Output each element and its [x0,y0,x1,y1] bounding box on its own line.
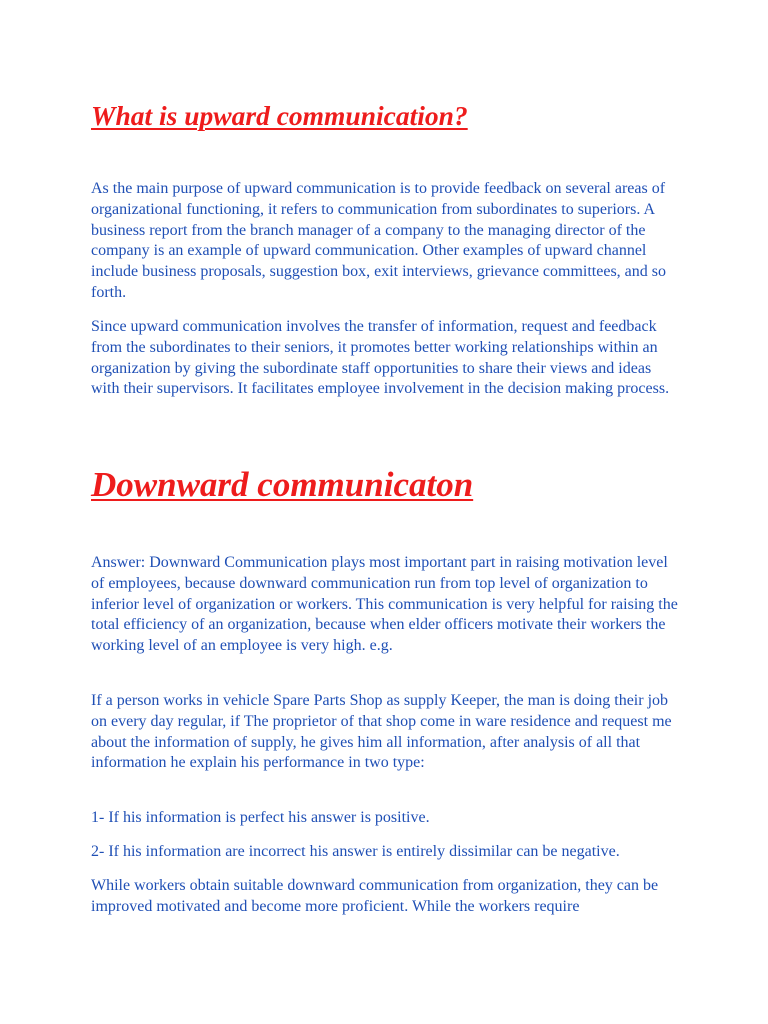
paragraph-downward-answer: Answer: Downward Communication plays most important part in raising motivation level of employees, because downward communication run from top level of organization to inferior level of organization or workers. This communication is very helpful for raising the total efficiency of an organization, because when elder officers motivate their workers the working level of an employee is very high. e.g. [91,554,678,655]
list-item-negative: 2- If his information are incorrect his answer is entirely dissimilar can be negative. [91,843,620,860]
paragraph-downward-example: If a person works in vehicle Spare Parts Shop as supply Keeper, the man is doing their job on every day regular, if The proprietor of that shop come in ware residence and request me about the information of supply, he gives him all information, after analysis of all that information he explain his performance in two type: [91,692,672,772]
list-item-positive: 1- If his information is perfect his answer is positive. [91,809,430,826]
section-heading-downward: Downward communicaton [91,465,474,504]
paragraph-downward-conclusion: While workers obtain suitable downward communication from organization, they can be improved motivated and become more proficient. While the workers require [91,877,659,915]
paragraph-upward-definition: As the main purpose of upward communication is to provide feedback on several areas of organizational functioning, it refers to communication from subordinates to superiors. A business report from the branch manager of a company to the managing director of the company is an example of upward communication. Other examples of upward channel include business proposals, suggestion box, exit interviews, grievance committees, and so forth. [91,180,666,301]
section-heading-upward: What is upward communication? [91,100,468,131]
paragraph-upward-benefits: Since upward communication involves the transfer of information, request and feedback from the subordinates to their seniors, it promotes better working relationships within an organization by giving the subordinate staff opportunities to share their views and ideas with their supervisors. It facilitates employee involvement in the decision making process. [91,318,670,398]
